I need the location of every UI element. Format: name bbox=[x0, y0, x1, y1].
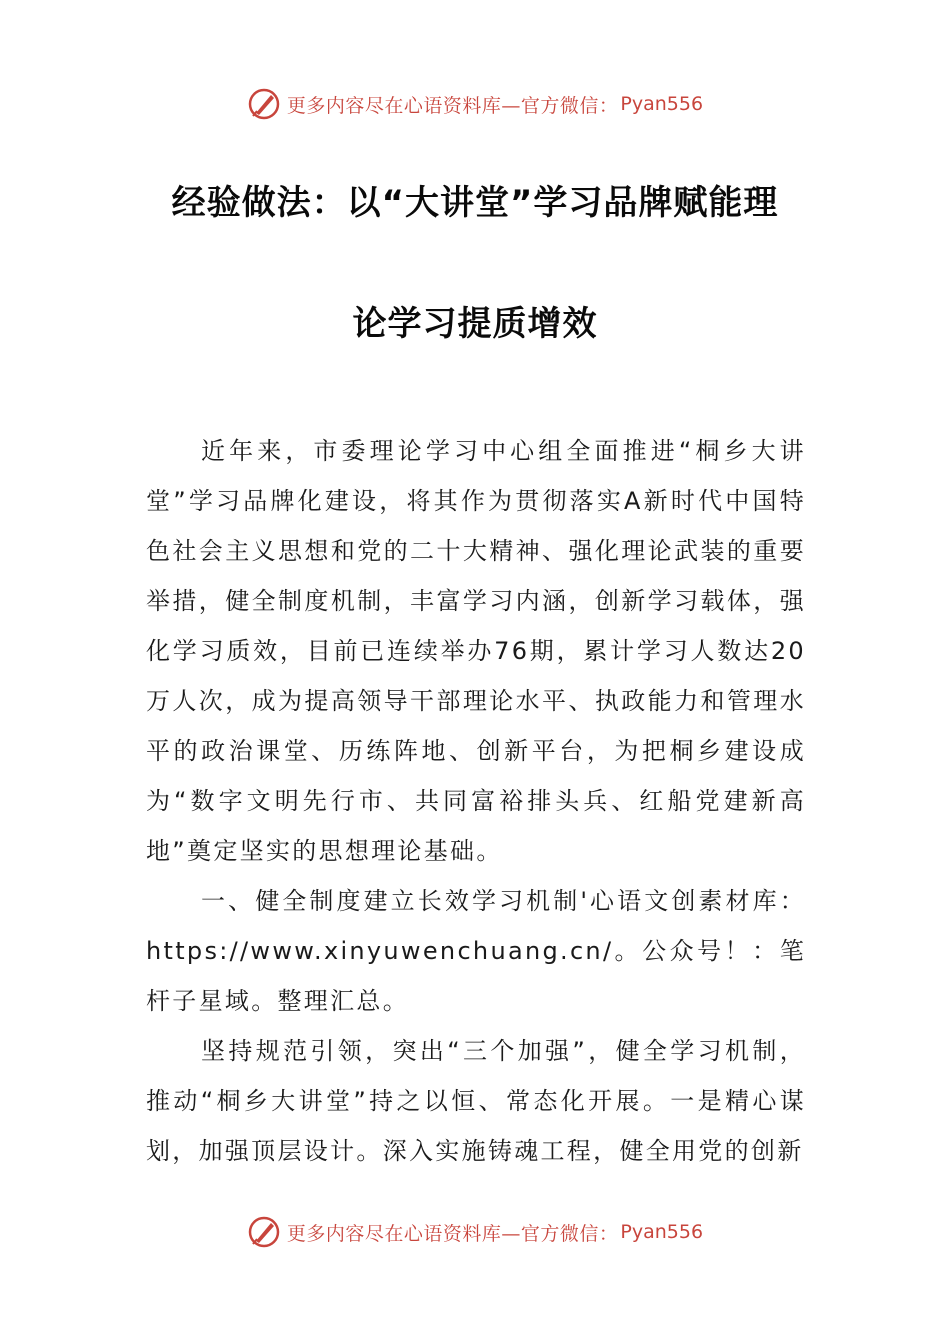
paragraph-intro: 近年来，市委理论学习中心组全面推进“桐乡大讲堂”学习品牌化建设，将其作为贯彻落实A新时代中国特色社会主义思想和党的二十大精神、强化理论武装的重要举措，健全制度机制，丰富学习内涵，创新学习载体，强化学习质效，目前已连续举办76期，累计学习人数达20万人次，成为提高领导干部理论水平、执政能力和管理水平的政治课堂、历练阵地、创新平台，为把桐乡建设成为“数字文明先行市、共同富裕排头兵、红船党建新高地”奠定坚实的思想理论基础。 bbox=[146, 437, 806, 865]
watermark-wechat-id: Pyan556 bbox=[620, 93, 704, 115]
watermark-banner-bottom bbox=[0, 1212, 950, 1252]
watermark-text: 更多内容尽在心语资料库—官方微信： bbox=[286, 1222, 619, 1245]
document-title-line-1: 经验做法：以“大讲堂”学习品牌赋能理 bbox=[171, 183, 779, 223]
watermark-wechat-id: Pyan556 bbox=[620, 1221, 704, 1243]
document-title-line-2: 论学习提质增效 bbox=[352, 304, 598, 344]
watermark-text: 更多内容尽在心语资料库—官方微信： bbox=[286, 94, 619, 117]
watermark-banner-top bbox=[0, 84, 950, 124]
paragraph-section-1-body: 坚持规范引领，突出“三个加强”，健全学习机制，推动“桐乡大讲堂”持之以恒、常态化开展。一是精心谋划，加强顶层设计。深入实施铸魂工程，健全用党的创新 bbox=[146, 1037, 806, 1165]
document-body bbox=[146, 426, 806, 1176]
quill-logo-icon bbox=[247, 87, 281, 121]
quill-logo-icon bbox=[247, 1215, 281, 1249]
paragraph-section-1-heading: 一、健全制度建立长效学习机制'心语文创素材库：https://www.xinyuwenchuang.cn/。公众号！：笔杆子星域。整理汇总。 bbox=[146, 887, 806, 1015]
